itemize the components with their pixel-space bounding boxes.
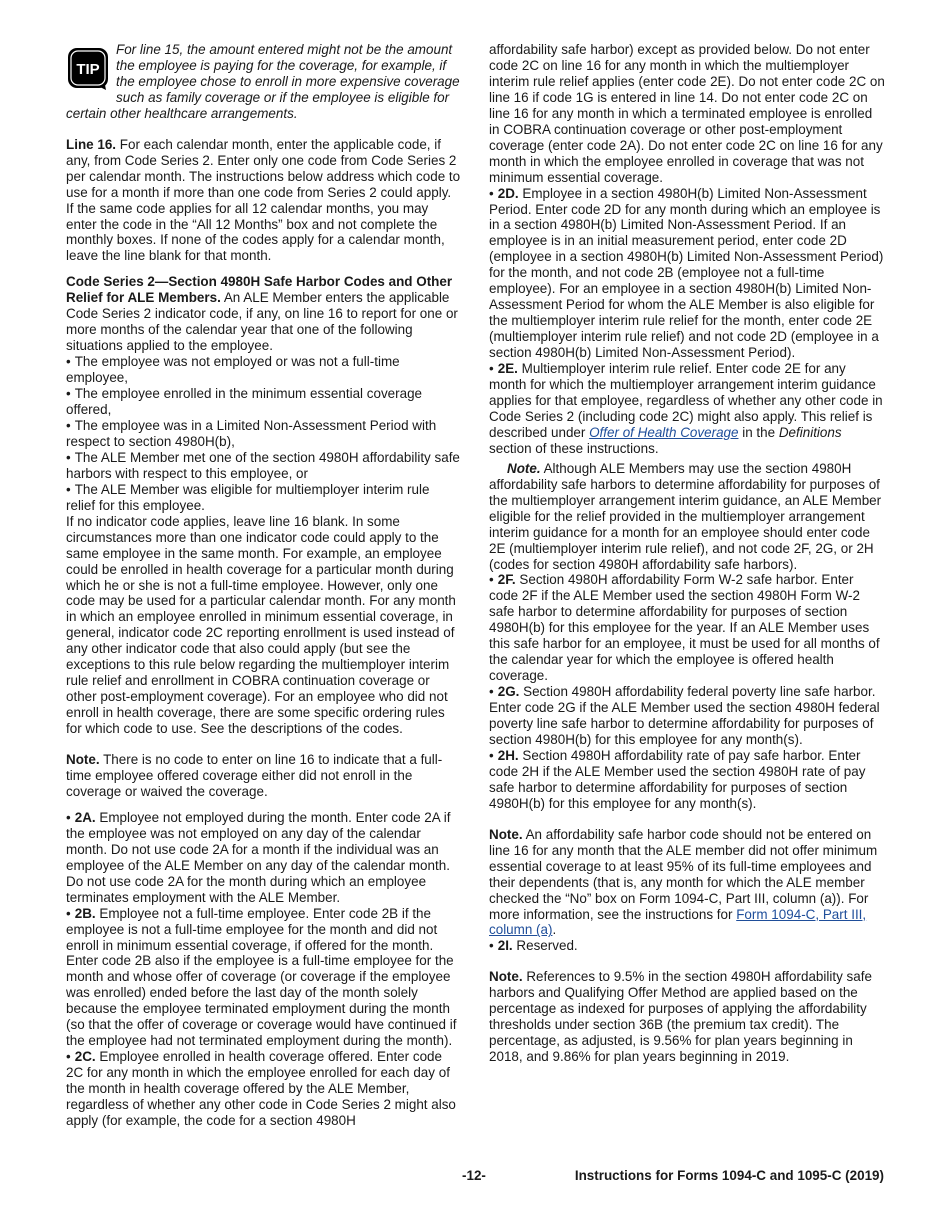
code-label: 2A. [74, 809, 96, 825]
bullet-item [66, 450, 462, 482]
definitions-text: Definitions [778, 424, 842, 440]
bullet-icon: • [66, 481, 71, 497]
bullet-icon: • [489, 572, 494, 588]
code-text: Employee in a section 4980H(b) Limited Non-Assessment Period. Enter code 2D for any month during which an employee is in a section 4980H(b) Limited Non-Assessment Period. If an employee is in an initial measurement period, enter code 2D (employee in a section 4980H(b) Limited Non-Assessment Period) for the month, and not code 2B (employee not a full-time employee). For an employee in a section 4980H(b) Limited Non-Assessment Period for whom the ALE Member is also eligible for the multiemployer interim rule relief for the month, enter code 2E (multiemployer interim rule relief) and not code 2D (employee in a section 4980H(b) Limited Non-Assessment Period). [489, 185, 884, 361]
tip-box [66, 42, 462, 122]
bullet-icon: • [66, 809, 71, 825]
bullet-text: The employee was in a Limited Non-Assessment Period with respect to section 4980H(b), [66, 417, 437, 449]
note-text: There is no code to enter on line 16 to indicate that a full-time employee offered coverage either did not enroll in the coverage or waived the coverage. [66, 752, 443, 799]
line16-text: For each calendar month, enter the applicable code, if any, from Code Series 2. Enter only one code from Code Series 2 per calendar month. The instructions below address which code to use for a month if more than one code from Series 2 could apply. If the same code applies for all 12 calendar months, you may enter the code in the “All 12 Months” box and not complete the monthly boxes. If none of the codes apply for a calendar month, leave the line blank for that month. [66, 136, 461, 264]
note-text: Although ALE Members may use the section 4980H affordability safe harbors to determine affordability for purposes of the multiemployer arrangement interim guidance, an ALE Member eligible for the relief provided in the multiemployer arrangement interim guidance for a month for an employee should enter code 2E (multiemployer interim rule relief), and not code 2F, 2G, or 2H (codes for section 4980H affordability safe harbors). [489, 460, 882, 572]
note-text: An affordability safe harbor code should not be entered on line 16 for any month that the ALE member did not offer minimum essential coverage to at least 95% of its full-time employees and their dependents (that is, any month for which the ALE member checked the “No” box on Form 1094-C, Part III, column (a)). For more information, see the instructions for [489, 826, 878, 922]
series2-heading: Code Series 2—Section 4980H Safe Harbor Codes and Other Relief for ALE Members. [66, 274, 453, 306]
line16-paragraph [66, 137, 462, 265]
note-2e [489, 461, 886, 573]
bullet-item [66, 354, 462, 386]
code-label: 2G. [497, 684, 520, 700]
code-2c-item [66, 1049, 462, 1129]
code-text: Section 4980H affordability Form W-2 safe harbor. Enter code 2F if the ALE Member used the section 4980H Form W-2 safe harbor to determine affordability for purposes of section 4980H(b) for this employee for the year. If an ALE Member uses this safe harbor for an employee, it must be used for all months of the calendar year for which the employee is offered health coverage. [489, 572, 880, 684]
bullet-icon: • [489, 185, 494, 201]
series2-intro-paragraph [66, 274, 462, 354]
bullet-icon: • [66, 354, 71, 370]
bullet-icon: • [489, 938, 494, 954]
note-label: Note. [489, 969, 523, 985]
series2-intro: An ALE Member enters the applicable Code Series 2 indicator code, if any, on line 16 to report for one or more months of the calendar year that one of the following situations applied to the employee. [66, 290, 458, 354]
tip-icon [66, 44, 110, 90]
code-text: Section 4980H affordability federal poverty line safe harbor. Enter code 2G if the ALE Member used the section 4980H federal poverty line safe harbor to determine affordability for purposes of section 4980H(b) for this employee for any month(s). [489, 684, 880, 747]
bullet-icon: • [489, 361, 494, 377]
line16-heading: Line 16. [66, 136, 117, 152]
code-text: section of these instructions. [489, 440, 659, 456]
bullet-item [66, 386, 462, 418]
note-affordability [489, 827, 886, 939]
form-1094c-part3-link[interactable]: Form 1094-C, Part III, column (a) [489, 906, 867, 938]
bullet-icon: • [489, 747, 494, 763]
code-2g-item [489, 684, 886, 748]
offer-of-health-coverage-link[interactable]: Offer of Health Coverage [589, 424, 739, 440]
code-2e-item [489, 361, 886, 457]
code-label: 2B. [74, 905, 96, 921]
code-text: in the [742, 424, 776, 440]
bullet-text: The employee was not employed or was not a full-time employee, [66, 354, 400, 386]
code-label: 2I. [497, 938, 513, 954]
bullet-item [66, 418, 462, 450]
document-title: Instructions for Forms 1094-C and 1095-C (2019) [574, 1168, 884, 1183]
bullet-icon: • [66, 417, 71, 433]
note-label: Note. [489, 826, 523, 842]
bullet-icon: • [66, 905, 71, 921]
bullet-item [66, 482, 462, 514]
bullet-text: The employee enrolled in the minimum essential coverage offered, [66, 386, 423, 418]
note-no-code [66, 752, 462, 800]
note-label: Note. [507, 460, 541, 476]
code-2h-item [489, 748, 886, 812]
right-column [489, 42, 886, 1065]
code-label: 2H. [497, 747, 519, 763]
code-label: 2D. [497, 185, 519, 201]
bullet-text: The ALE Member met one of the section 4980H affordability safe harbors with respect to this employee, or [66, 449, 460, 481]
code-text: Multiemployer interim rule relief. Enter code 2E for any month for which the multiemployer arrangement interim guidance applies for that employee, regardless of whether any other code in Code Series 2 (including code 2C) might also apply. This relief is described under [489, 361, 883, 440]
code-text: Section 4980H affordability rate of pay safe harbor. Enter code 2H if the ALE Member used the section 4980H rate of pay safe harbor to determine affordability for purposes of section 4980H(b) for this employee for any month(s). [489, 747, 866, 811]
left-column [66, 42, 462, 1129]
code-label: 2E. [497, 361, 518, 377]
code-2a-item [66, 810, 462, 906]
code-text: Reserved. [516, 938, 578, 954]
bullet-icon: • [66, 1049, 71, 1065]
tip-icon-label: TIP [76, 61, 100, 78]
note-text-end: . [552, 922, 557, 938]
code-label: 2C. [74, 1049, 96, 1065]
bullet-icon: • [66, 386, 71, 402]
bullet-icon: • [66, 449, 71, 465]
code-text: Employee not a full-time employee. Enter code 2B if the employee is not a full-time employee for the month and did not enroll in minimum essential coverage, if offered for the month. Enter code 2B also if the employee is a full-time employee for the month and whose offer of coverage (or coverage if the employee was enrolled) ended before the last day of the month solely because the employee terminated employment during the month (so that the offer of coverage or coverage would have continued if the employee had not terminated employment during the month). [66, 905, 457, 1049]
note-label: Note. [66, 752, 100, 768]
page-footer [0, 1168, 950, 1188]
code-2b-item [66, 906, 462, 1050]
note-text: References to 9.5% in the section 4980H affordability safe harbors and Qualifying Offer Method are applied based on the percentage as indexed for purposes of applying the affordability thresholds under section 36B (the premium tax credit). The percentage, as adjusted, is 9.56% for plan years beginning in 2018, and 9.86% for plan years beginning in 2019. [489, 969, 872, 1065]
code-label: 2F. [497, 572, 516, 588]
ordering-rules-paragraph: If no indicator code applies, leave line 16 blank. In some circumstances more than one indicator code could apply to the same employee in the same month. For example, an employee could be enrolled in health coverage for a particular month during which he or she is not a full-time employee. However, only one code may be used for a particular calendar month. For any month in which an employee enrolled in minimum essential coverage, in general, indicator code 2C reporting enrollment is used instead of any other indicator code that also could apply (but see the exceptions to this rule below regarding the multiemployer interim rule relief and enrollment in COBRA continuation coverage or other post-employment coverage). For an employee who did not enroll in health coverage, there are some specific ordering rules for which code to use. See the descriptions of the codes. [66, 513, 456, 737]
bullet-icon: • [489, 684, 494, 700]
code-2i-item [489, 938, 886, 954]
code-text: Employee enrolled in health coverage offered. Enter code 2C for any month in which the employee enrolled for each day of the month in health coverage offered by the ALE Member, regardless of whether any other code in Code Series 2 might also apply (for example, the code for a section 4980H [66, 1049, 456, 1128]
tip-text: For line 15, the amount entered might not be the amount the employee is paying for the coverage, for example, if the employee chose to enroll in more expensive coverage such as family coverage or if the employee is eligible for certain other healthcare arrangements. [66, 42, 460, 121]
code-2c-continued: affordability safe harbor) except as provided below. Do not enter code 2C on line 16 for any month in which the multiemployer interim rule relief applies (enter code 2E). Do not enter code 2C on line 16 if code 1G is entered in line 14. Do not enter code 2C on line 16 for any month in which a terminated employee is enrolled in COBRA continuation coverage or other post-employment coverage (enter code 2A). Do not enter code 2C on line 16 for any month in which the employee enrolled in coverage that was not minimum essential coverage. [489, 42, 885, 185]
note-percentage [489, 969, 886, 1065]
code-text: Employee not employed during the month. Enter code 2A if the employee was not employed on any day of the calendar month. Do not use code 2A for a month if the individual was an employee of the ALE Member on any day of the calendar month. Do not use code 2A for the month during which an employee terminates employment with the ALE Member. [66, 809, 451, 905]
bullet-text: The ALE Member was eligible for multiemployer interim rule relief for this employee. [66, 481, 430, 513]
page-number: -12- [462, 1168, 486, 1183]
code-2f-item [489, 572, 886, 684]
code-2d-item [489, 186, 886, 361]
